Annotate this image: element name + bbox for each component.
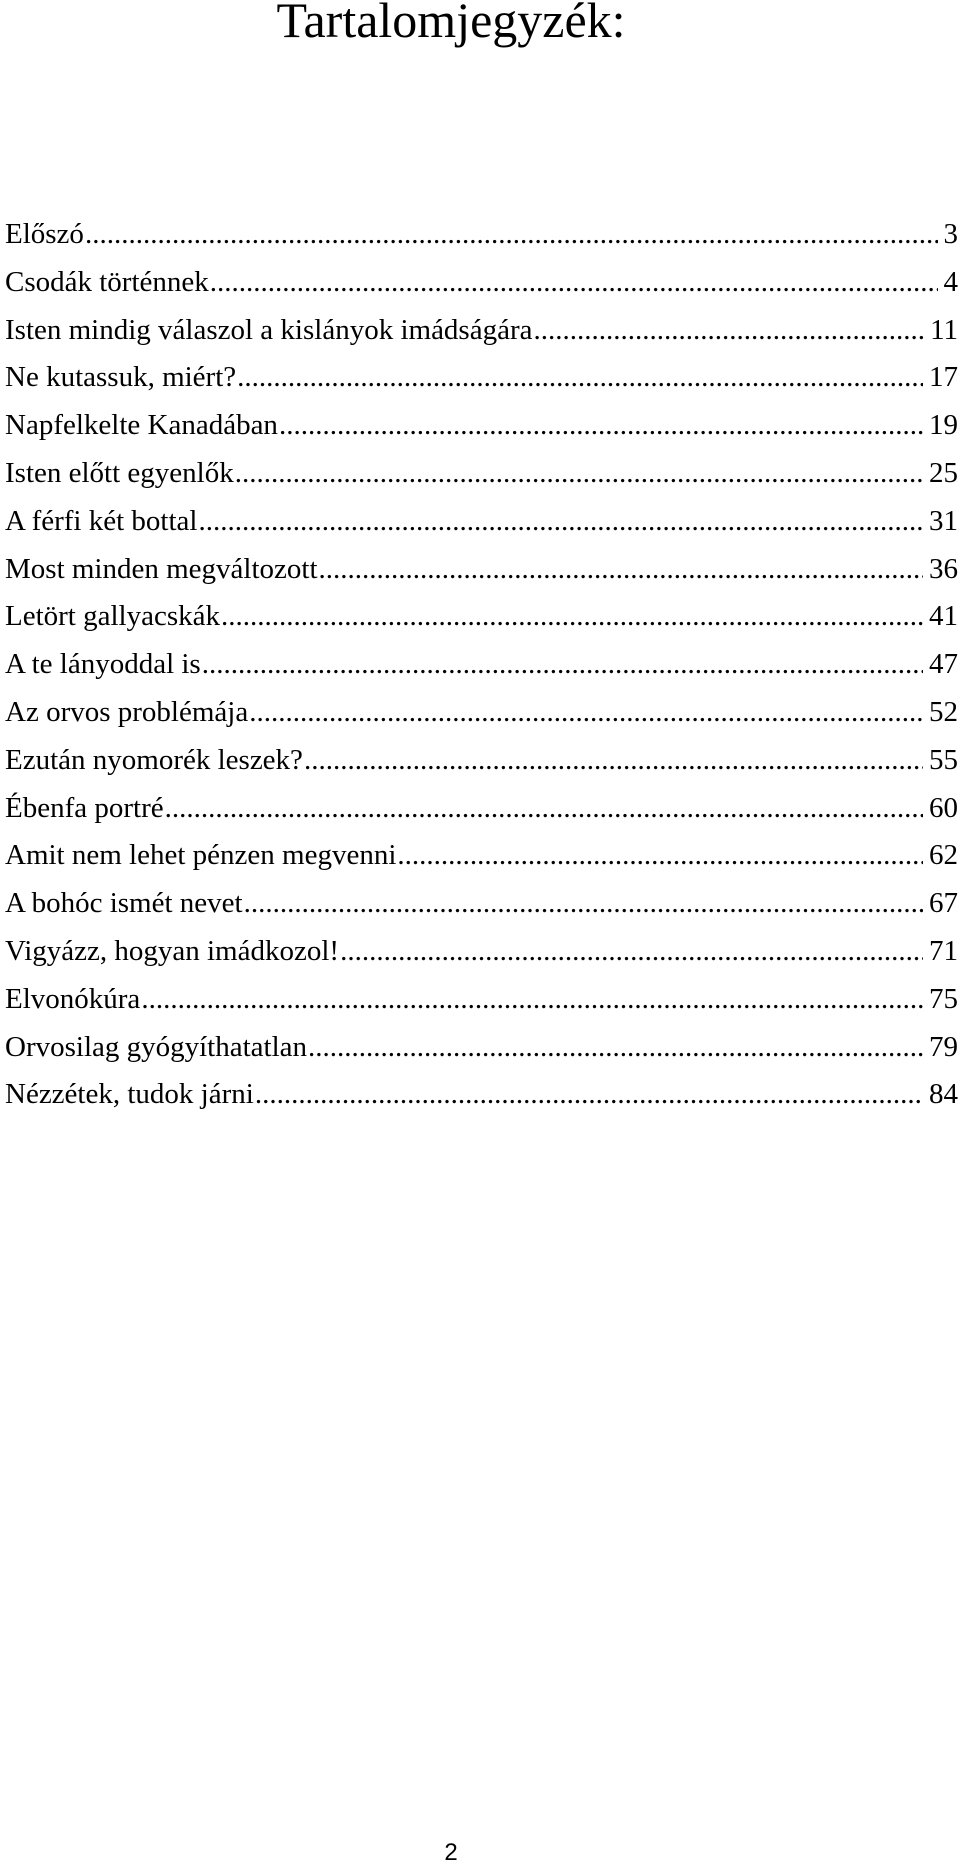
toc-entry-title: Előszó (5, 218, 84, 250)
toc-dot-leader (221, 593, 923, 641)
toc-entry-page-number: 36 (929, 552, 958, 585)
toc-entry-title: Vigyázz, hogyan imádkozol! (5, 934, 340, 967)
toc-entry-title: Letört gallyacskák (5, 600, 220, 633)
toc-dot-leader (340, 928, 923, 976)
toc-entry-page-number: 62 (929, 839, 958, 872)
toc-dot-leader (249, 689, 923, 737)
toc-dot-leader (255, 1071, 923, 1119)
toc-entry[interactable] (5, 880, 958, 928)
toc-entry-page-number: 52 (929, 695, 958, 728)
toc-entry[interactable] (5, 450, 958, 498)
toc-entry-page-number: 11 (930, 313, 958, 346)
toc-dot-leader (165, 785, 923, 833)
toc-dot-leader (210, 259, 938, 307)
toc-entry-page-number: 31 (929, 504, 958, 537)
toc-entry[interactable] (5, 689, 958, 737)
toc-entry-title: Isten előtt egyenlők (5, 456, 234, 489)
toc-entry-page-number: 84 (929, 1078, 958, 1111)
toc-entry[interactable] (5, 259, 958, 307)
page-title: Tartalomjegyzék: (276, 0, 626, 48)
toc-entry-title: Napfelkelte Kanadában (5, 409, 278, 442)
toc-entry-page-number: 25 (929, 456, 958, 489)
toc-dot-leader (304, 737, 923, 785)
toc-dot-leader (141, 976, 923, 1024)
toc-entry-page-number: 4 (943, 265, 958, 298)
toc-dot-leader (244, 880, 923, 928)
toc-entry[interactable] (5, 641, 958, 689)
toc-entry-page-number: 17 (929, 361, 958, 394)
toc-dot-leader (237, 354, 923, 402)
toc-entry-page-number: 19 (929, 409, 958, 442)
toc-dot-leader (235, 450, 923, 498)
toc-entry[interactable] (5, 498, 958, 546)
toc-dot-leader (198, 498, 923, 546)
toc-entry-title: Isten mindig válaszol a kislányok imádságára (5, 313, 533, 346)
toc-entry-page-number: 3 (943, 218, 958, 250)
toc-entry-page-number: 75 (929, 982, 958, 1015)
toc-entry-title: Most minden megváltozott (5, 552, 318, 585)
toc-entry[interactable] (5, 211, 958, 259)
toc-entry[interactable] (5, 546, 958, 594)
toc-entry[interactable] (5, 785, 958, 833)
toc-entry[interactable] (5, 737, 958, 785)
toc-entry-title: A férfi két bottal (5, 504, 198, 537)
table-of-contents (5, 211, 958, 1119)
toc-entry-title: Nézzétek, tudok járni (5, 1078, 254, 1111)
toc-entry-title: A te lányoddal is (5, 648, 201, 681)
toc-entry-page-number: 41 (929, 600, 958, 633)
toc-entry[interactable] (5, 928, 958, 976)
toc-entry-title: A bohóc ismét nevet (5, 887, 243, 920)
toc-entry[interactable] (5, 354, 958, 402)
toc-entry-title: Orvosilag gyógyíthatatlan (5, 1030, 308, 1063)
toc-entry-title: Ne kutassuk, miért? (5, 361, 237, 394)
toc-entry[interactable] (5, 832, 958, 880)
toc-entry-page-number: 79 (929, 1030, 958, 1063)
toc-entry[interactable] (5, 976, 958, 1024)
toc-entry-page-number: 67 (929, 887, 958, 920)
toc-entry-title: Csodák történnek (5, 265, 209, 298)
toc-entry-page-number: 55 (929, 743, 958, 776)
toc-entry-title: Ezután nyomorék leszek? (5, 743, 303, 776)
toc-entry-title: Amit nem lehet pénzen megvenni (5, 839, 397, 872)
toc-entry[interactable] (5, 402, 958, 450)
toc-dot-leader (534, 307, 925, 355)
toc-dot-leader (202, 641, 923, 689)
toc-dot-leader (397, 832, 923, 880)
toc-entry-title: Ébenfa portré (5, 791, 164, 824)
toc-entry-page-number: 47 (929, 648, 958, 681)
toc-entry-page-number: 71 (929, 934, 958, 967)
toc-entry[interactable] (5, 307, 958, 355)
toc-dot-leader (319, 546, 923, 594)
page-number: 2 (444, 1839, 458, 1866)
toc-entry[interactable] (5, 1024, 958, 1072)
toc-dot-leader (279, 402, 923, 450)
toc-entry-page-number: 60 (929, 791, 958, 824)
toc-entry[interactable] (5, 593, 958, 641)
toc-dot-leader (308, 1024, 923, 1072)
toc-entry[interactable] (5, 1071, 958, 1119)
toc-dot-leader (85, 211, 938, 259)
toc-entry-title: Az orvos problémája (5, 695, 249, 728)
toc-entry-title: Elvonókúra (5, 982, 141, 1015)
